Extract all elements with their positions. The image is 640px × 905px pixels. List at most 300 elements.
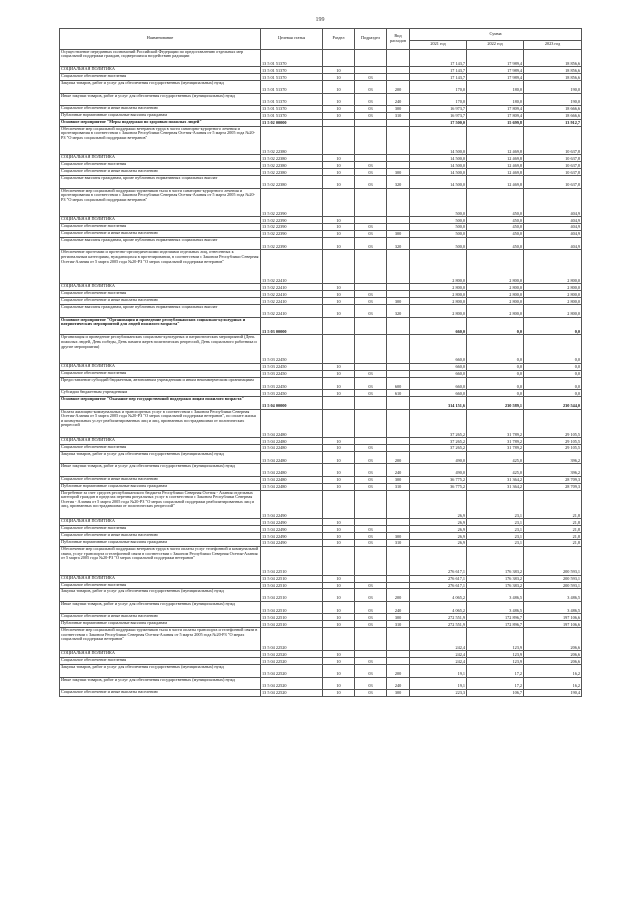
row-target-code: 13 5 03 22450	[261, 370, 323, 377]
row-amount-2022: 180,0	[467, 93, 524, 105]
row-subsection: 03	[355, 540, 387, 547]
row-name: Публичные нормативные социальные выплаты гражданам	[60, 540, 261, 547]
row-section: 10	[323, 651, 355, 658]
row-section: 10	[323, 176, 355, 188]
row-subsection: 03	[355, 105, 387, 112]
row-amount-2021: 14 500,0	[410, 169, 467, 176]
row-amount-2021: 500,0	[410, 217, 467, 224]
row-section: 10	[323, 601, 355, 613]
row-target-code: 13 5 02 22390	[261, 237, 323, 249]
row-amount-2023: 21,8	[524, 540, 582, 547]
row-subsection: 03	[355, 390, 387, 397]
table-row	[60, 526, 582, 533]
table-row	[60, 621, 582, 628]
row-amount-2022: 12 469,8	[467, 176, 524, 188]
row-amount-2021: 14 500,0	[410, 176, 467, 188]
row-amount-2022: 23,1	[467, 519, 524, 526]
row-expense-type: 200	[387, 589, 410, 601]
row-expense-type	[387, 188, 410, 217]
row-section: 10	[323, 93, 355, 105]
row-target-code: 13 5 04 00000	[261, 397, 323, 409]
row-target-code: 13 5 01 51370	[261, 105, 323, 112]
row-name: Социальные выплаты гражданам, кроме публичных нормативных социальных выплат	[60, 305, 261, 317]
table-row	[60, 409, 582, 438]
page-number: 199	[315, 17, 325, 23]
row-expense-type: 200	[387, 665, 410, 677]
table-row	[60, 452, 582, 464]
row-amount-2021: 4 065,2	[410, 601, 467, 613]
row-amount-2021: 16 973,7	[410, 105, 467, 112]
row-amount-2022: 17 809,4	[467, 105, 524, 112]
row-amount-2023: 404,9	[524, 224, 582, 231]
row-expense-type	[387, 250, 410, 284]
row-subsection: 03	[355, 169, 387, 176]
row-name: Обеспечение мер социальной поддержки тружеников тыла в части санаторно-курортного лечения и протезирования в соответствии с Законом Республики Северная Осетия-Алания от 5 марта 2005 года №20-РЗ "О мерах социальной поддержки ветеранов"	[60, 188, 261, 217]
row-amount-2023: 197 106,6	[524, 621, 582, 628]
row-amount-2022: 17 989,4	[467, 49, 524, 67]
row-amount-2021: 37 265,2	[410, 409, 467, 438]
row-name: Социальное обеспечение населения	[60, 658, 261, 665]
col-header-section: Раздел	[323, 29, 355, 50]
row-amount-2021: 660,0	[410, 370, 467, 377]
row-section: 10	[323, 305, 355, 317]
row-amount-2023: 404,9	[524, 188, 582, 217]
table-row	[60, 93, 582, 105]
row-amount-2023: 200 593,1	[524, 575, 582, 582]
row-section	[323, 188, 355, 217]
row-amount-2021: 2 800,0	[410, 291, 467, 298]
row-subsection: 03	[355, 582, 387, 589]
row-name: Обеспечение протезами и протезно-ортопедическими изделиями отдельных лиц, отнесенных к региональным категориям, нуждающихся в протезировании, в соответствии с Законом Республики Северная Осетия-Алания от 5 марта 2005 года №20-РЗ "О мерах социальной поддержки ветеранов"	[60, 250, 261, 284]
row-subsection: 03	[355, 464, 387, 476]
row-expense-type	[387, 445, 410, 452]
row-subsection	[355, 49, 387, 67]
table-row	[60, 390, 582, 397]
row-section: 10	[323, 438, 355, 445]
row-amount-2023: 190,0	[524, 93, 582, 105]
table-row	[60, 67, 582, 74]
table-header	[60, 29, 582, 50]
row-name: Социальное обеспечение населения	[60, 582, 261, 589]
row-subsection: 03	[355, 237, 387, 249]
row-amount-2021: 26,9	[410, 540, 467, 547]
row-amount-2022: 425,0	[467, 464, 524, 476]
row-target-code: 13 5 03 00000	[261, 317, 323, 335]
row-amount-2021: 660,0	[410, 363, 467, 370]
row-amount-2021: 500,0	[410, 231, 467, 238]
row-target-code: 13 5 03 22450	[261, 390, 323, 397]
row-amount-2023: 10 637,8	[524, 169, 582, 176]
table-row	[60, 575, 582, 582]
row-amount-2022: 2 800,0	[467, 250, 524, 284]
row-amount-2022: 106,7	[467, 689, 524, 696]
table-row	[60, 370, 582, 377]
row-section	[323, 409, 355, 438]
row-amount-2021: 26,9	[410, 519, 467, 526]
row-subsection: 03	[355, 689, 387, 696]
table-row	[60, 464, 582, 476]
row-subsection	[355, 651, 387, 658]
row-subsection	[355, 155, 387, 162]
row-target-code: 13 5 02 22380	[261, 155, 323, 162]
row-target-code: 13 5 02 22410	[261, 298, 323, 305]
row-name: Иные закупки товаров, работ и услуг для обеспечения государственных (муниципальных) нужд	[60, 464, 261, 476]
row-subsection: 03	[355, 231, 387, 238]
row-amount-2022: 176 383,2	[467, 582, 524, 589]
row-name: СОЦИАЛЬНАЯ ПОЛИТИКА	[60, 651, 261, 658]
row-expense-type: 310	[387, 483, 410, 490]
col-header-sum: Сумма	[410, 29, 582, 41]
row-amount-2021: 17 143,7	[410, 67, 467, 74]
row-subsection	[355, 519, 387, 526]
row-section	[323, 335, 355, 364]
row-amount-2021: 4 065,2	[410, 589, 467, 601]
row-subsection: 03	[355, 533, 387, 540]
row-section: 10	[323, 452, 355, 464]
row-amount-2023: 206,6	[524, 628, 582, 651]
row-subsection	[355, 217, 387, 224]
table-row	[60, 74, 582, 81]
row-amount-2021: 14 500,0	[410, 155, 467, 162]
col-header-2022: 2022 год	[467, 41, 524, 50]
row-amount-2023: 0,0	[524, 335, 582, 364]
row-name: СОЦИАЛЬНАЯ ПОЛИТИКА	[60, 519, 261, 526]
row-expense-type	[387, 526, 410, 533]
table-row	[60, 126, 582, 155]
row-name: СОЦИАЛЬНАЯ ПОЛИТИКА	[60, 438, 261, 445]
row-amount-2022: 15 699,8	[467, 119, 524, 126]
row-name: Основное мероприятие "Оказание мер государственной поддержки лицам пожилого возраста"	[60, 397, 261, 409]
table-row	[60, 614, 582, 621]
row-amount-2021: 14 500,0	[410, 126, 467, 155]
row-amount-2021: 2 800,0	[410, 250, 467, 284]
row-amount-2022: 450,0	[467, 224, 524, 231]
row-amount-2022: 23,1	[467, 526, 524, 533]
row-amount-2023: 21,8	[524, 490, 582, 519]
row-expense-type	[387, 438, 410, 445]
row-name: Закупка товаров, работ и услуг для обеспечения государственных (муниципальных) нужд	[60, 665, 261, 677]
row-expense-type	[387, 126, 410, 155]
row-name: Основное мероприятие "Организация и проведение республиканских социально-культурных и патриотических мероприятий для людей пожилого возраста"	[60, 317, 261, 335]
row-section: 10	[323, 575, 355, 582]
row-target-code: 13 5 02 22380	[261, 162, 323, 169]
row-section: 10	[323, 112, 355, 119]
row-target-code: 13 5 04 22510	[261, 589, 323, 601]
row-section: 10	[323, 377, 355, 389]
row-amount-2022: 425,0	[467, 452, 524, 464]
row-amount-2023: 29 105,5	[524, 438, 582, 445]
row-name: Публичные нормативные социальные выплаты гражданам	[60, 112, 261, 119]
row-subsection	[355, 250, 387, 284]
row-amount-2022: 0,0	[467, 370, 524, 377]
row-target-code: 13 5 04 22510	[261, 547, 323, 576]
row-subsection: 03	[355, 452, 387, 464]
row-target-code: 13 5 02 22390	[261, 224, 323, 231]
row-section: 10	[323, 658, 355, 665]
table-body	[60, 49, 582, 696]
row-subsection: 03	[355, 291, 387, 298]
row-subsection	[355, 317, 387, 335]
row-target-code: 13 5 03 22450	[261, 363, 323, 370]
row-expense-type: 240	[387, 601, 410, 613]
row-section: 10	[323, 614, 355, 621]
row-amount-2022: 31 364,2	[467, 476, 524, 483]
table-row	[60, 483, 582, 490]
row-amount-2021: 242,4	[410, 628, 467, 651]
row-section: 10	[323, 540, 355, 547]
row-amount-2022: 123,9	[467, 658, 524, 665]
row-subsection	[355, 119, 387, 126]
row-amount-2023: 10 637,8	[524, 162, 582, 169]
row-target-code: 13 5 02 22380	[261, 169, 323, 176]
row-expense-type: 240	[387, 93, 410, 105]
row-amount-2021: 26,9	[410, 526, 467, 533]
row-target-code: 13 5 04 22490	[261, 490, 323, 519]
row-amount-2022: 12 469,8	[467, 169, 524, 176]
row-amount-2022: 31 789,2	[467, 445, 524, 452]
table-row	[60, 155, 582, 162]
row-amount-2021: 500,0	[410, 237, 467, 249]
row-name: Социальное обеспечение населения	[60, 224, 261, 231]
row-name: Публичные нормативные социальные выплаты гражданам	[60, 621, 261, 628]
row-name: Социальное обеспечение и иные выплаты населению	[60, 105, 261, 112]
table-row	[60, 217, 582, 224]
row-amount-2021: 36 775,2	[410, 476, 467, 483]
row-amount-2023: 29 105,5	[524, 445, 582, 452]
table-row	[60, 250, 582, 284]
row-amount-2023: 0,0	[524, 390, 582, 397]
row-amount-2021: 2 800,0	[410, 305, 467, 317]
row-amount-2021: 223,3	[410, 689, 467, 696]
row-amount-2022: 12 469,8	[467, 162, 524, 169]
row-section	[323, 317, 355, 335]
row-expense-type: 300	[387, 298, 410, 305]
row-section: 10	[323, 237, 355, 249]
row-target-code: 13 5 04 22480	[261, 476, 323, 483]
table-row	[60, 237, 582, 249]
row-section	[323, 126, 355, 155]
row-name: Закупка товаров, работ и услуг для обеспечения государственных (муниципальных) нужд	[60, 81, 261, 93]
row-expense-type: 300	[387, 231, 410, 238]
row-expense-type: 300	[387, 476, 410, 483]
row-expense-type	[387, 658, 410, 665]
row-amount-2021: 2 800,0	[410, 298, 467, 305]
row-section	[323, 397, 355, 409]
row-target-code: 13 5 04 22480	[261, 438, 323, 445]
row-subsection: 03	[355, 476, 387, 483]
row-expense-type: 300	[387, 105, 410, 112]
row-name: Погребение за счет средств республиканского бюджета Республики Северная Осетия - Алания отдельных категорий граждан в пределах перечня ритуальных услуг в соответствии с Законом Республики Северная Осетия - Алания от 5 марта 2005 года №20-РЗ "О мерах социальной поддержки реабилитированных лиц и лиц, признанных пострадавшими от политических репрессий"	[60, 490, 261, 519]
row-subsection	[355, 284, 387, 291]
row-target-code: 13 5 01 51370	[261, 74, 323, 81]
row-name: Закупка товаров, работ и услуг для обеспечения государственных (муниципальных) нужд	[60, 589, 261, 601]
row-name: Осуществление переданных полномочий Российской Федерации по предоставлению отдельных мер социальной поддержки граждан, подвергшихся воздействию радиации	[60, 49, 261, 67]
row-expense-type: 240	[387, 464, 410, 476]
row-amount-2023: 29 105,5	[524, 409, 582, 438]
row-amount-2023: 2 800,0	[524, 284, 582, 291]
table-row	[60, 665, 582, 677]
row-name: Обеспечение мер социальной поддержки тружеников тыла в части оплаты транспорта и телефонной связи в соответствии с Законом Республики Северная Осетия-Алания от 5 марта 2005 года №20-РЗ "О мерах социальной поддержки ветеранов"	[60, 628, 261, 651]
row-expense-type: 300	[387, 689, 410, 696]
table-row	[60, 601, 582, 613]
row-amount-2021: 660,0	[410, 377, 467, 389]
table-row	[60, 298, 582, 305]
row-amount-2021: 660,0	[410, 390, 467, 397]
row-amount-2022: 123,9	[467, 651, 524, 658]
row-name: СОЦИАЛЬНАЯ ПОЛИТИКА	[60, 284, 261, 291]
row-target-code: 13 5 04 22510	[261, 614, 323, 621]
table-row	[60, 445, 582, 452]
table-row	[60, 519, 582, 526]
row-section	[323, 547, 355, 576]
row-subsection	[355, 67, 387, 74]
row-amount-2022: 17 989,4	[467, 74, 524, 81]
row-subsection: 03	[355, 526, 387, 533]
row-subsection: 03	[355, 614, 387, 621]
row-amount-2022: 2 800,0	[467, 298, 524, 305]
row-amount-2021: 26,9	[410, 490, 467, 519]
row-name: Предоставление субсидий бюджетным, автономным учреждениям и иным некоммерческим организациям	[60, 377, 261, 389]
row-name: Обеспечение мер социальной поддержки ветеранов труда в части оплаты услуг телефонной и коммунальной связи, услуг транспорта и телефонной связи в соответствии с Законом Республики Северная Осетия-Алания от 5 марта 2005 года №20-РЗ "О мерах социальной поддержки ветеранов"	[60, 547, 261, 576]
row-name: Закупка товаров, работ и услуг для обеспечения государственных (муниципальных) нужд	[60, 452, 261, 464]
row-section: 10	[323, 284, 355, 291]
row-section: 10	[323, 519, 355, 526]
row-section: 10	[323, 231, 355, 238]
row-amount-2022: 123,9	[467, 628, 524, 651]
row-amount-2023: 230 544,0	[524, 397, 582, 409]
table-row	[60, 224, 582, 231]
row-target-code: 13 5 04 22490	[261, 519, 323, 526]
row-amount-2023: 13 912,7	[524, 119, 582, 126]
row-amount-2022: 17 989,4	[467, 67, 524, 74]
table-row	[60, 317, 582, 335]
row-name: Социальное обеспечение населения	[60, 74, 261, 81]
row-amount-2021: 14 500,0	[410, 162, 467, 169]
row-subsection	[355, 126, 387, 155]
row-amount-2021: 37 265,2	[410, 445, 467, 452]
table-row	[60, 397, 582, 409]
table-row	[60, 49, 582, 67]
row-amount-2021: 490,0	[410, 452, 467, 464]
table-row	[60, 533, 582, 540]
row-amount-2023: 18 856,6	[524, 74, 582, 81]
row-amount-2022: 17,2	[467, 677, 524, 689]
table-row	[60, 169, 582, 176]
row-section: 10	[323, 67, 355, 74]
row-target-code: 13 5 01 51370	[261, 81, 323, 93]
row-amount-2022: 2 800,0	[467, 305, 524, 317]
row-expense-type: 300	[387, 533, 410, 540]
row-name: Обеспечение мер социальной поддержки ветеранов труда в части санаторно-курортного лечения и протезирования в соответствии с Законом Республики Северная Осетия-Алания от 5 марта 2005 года №20-РЗ "О мерах социальной поддержки ветеранов"	[60, 126, 261, 155]
budget-table	[59, 28, 582, 697]
row-target-code: 13 5 04 22520	[261, 651, 323, 658]
row-amount-2023: 18 666,6	[524, 105, 582, 112]
row-subsection: 03	[355, 589, 387, 601]
row-amount-2022: 176 383,2	[467, 575, 524, 582]
row-subsection	[355, 188, 387, 217]
row-name: Социальное обеспечение населения	[60, 370, 261, 377]
row-name: Социальные выплаты гражданам, кроме публичных нормативных социальных выплат	[60, 237, 261, 249]
col-header-2023: 2023 год	[524, 41, 582, 50]
row-amount-2021: 17 143,7	[410, 49, 467, 67]
row-section: 10	[323, 445, 355, 452]
row-amount-2022: 31 364,2	[467, 483, 524, 490]
row-amount-2021: 16 973,7	[410, 112, 467, 119]
row-section: 10	[323, 74, 355, 81]
row-amount-2021: 17 500,0	[410, 119, 467, 126]
row-expense-type: 320	[387, 305, 410, 317]
row-section: 10	[323, 81, 355, 93]
col-header-2021: 2021 год	[410, 41, 467, 50]
table-row	[60, 677, 582, 689]
row-section: 10	[323, 105, 355, 112]
row-amount-2023: 21,8	[524, 519, 582, 526]
row-amount-2023: 190,0	[524, 81, 582, 93]
row-amount-2022: 23,1	[467, 540, 524, 547]
row-amount-2021: 490,0	[410, 464, 467, 476]
row-amount-2021: 19,1	[410, 665, 467, 677]
row-name: Социальное обеспечение населения	[60, 445, 261, 452]
row-expense-type	[387, 224, 410, 231]
row-expense-type	[387, 291, 410, 298]
row-expense-type	[387, 74, 410, 81]
row-name: Публичные нормативные социальные выплаты гражданам	[60, 483, 261, 490]
row-section: 10	[323, 464, 355, 476]
row-expense-type	[387, 409, 410, 438]
row-amount-2023: 0,0	[524, 377, 582, 389]
row-name: Иные закупки товаров, работ и услуг для обеспечения государственных (муниципальных) нужд	[60, 601, 261, 613]
row-name: Социальное обеспечение и иные выплаты населению	[60, 533, 261, 540]
table-row	[60, 112, 582, 119]
row-amount-2023: 2 800,0	[524, 298, 582, 305]
row-name: Иные закупки товаров, работ и услуг для обеспечения государственных (муниципальных) нужд	[60, 677, 261, 689]
row-section: 10	[323, 224, 355, 231]
row-amount-2022: 3 486,5	[467, 589, 524, 601]
row-expense-type: 300	[387, 614, 410, 621]
row-amount-2023: 21,8	[524, 526, 582, 533]
row-amount-2023: 396,2	[524, 464, 582, 476]
row-amount-2023: 28 709,3	[524, 483, 582, 490]
row-expense-type	[387, 575, 410, 582]
row-expense-type	[387, 363, 410, 370]
row-expense-type	[387, 217, 410, 224]
row-amount-2021: 170,0	[410, 81, 467, 93]
row-amount-2023: 10 637,8	[524, 126, 582, 155]
row-subsection: 03	[355, 162, 387, 169]
row-amount-2023: 404,9	[524, 237, 582, 249]
row-target-code: 13 5 02 22390	[261, 217, 323, 224]
row-section	[323, 49, 355, 67]
col-header-subsection: Подраздел	[355, 29, 387, 50]
row-amount-2023: 18 666,6	[524, 112, 582, 119]
row-expense-type: 320	[387, 237, 410, 249]
row-amount-2022: 0,0	[467, 335, 524, 364]
row-name: СОЦИАЛЬНАЯ ПОЛИТИКА	[60, 217, 261, 224]
row-expense-type: 320	[387, 176, 410, 188]
row-name: Субсидии бюджетным учреждениям	[60, 390, 261, 397]
row-expense-type: 310	[387, 112, 410, 119]
table-row	[60, 476, 582, 483]
row-amount-2022: 0,0	[467, 377, 524, 389]
row-amount-2021: 660,0	[410, 317, 467, 335]
row-amount-2022: 176 383,2	[467, 547, 524, 576]
row-name: СОЦИАЛЬНАЯ ПОЛИТИКА	[60, 67, 261, 74]
table-row	[60, 582, 582, 589]
row-section: 10	[323, 476, 355, 483]
row-expense-type	[387, 519, 410, 526]
table-row	[60, 305, 582, 317]
row-expense-type: 600	[387, 377, 410, 389]
